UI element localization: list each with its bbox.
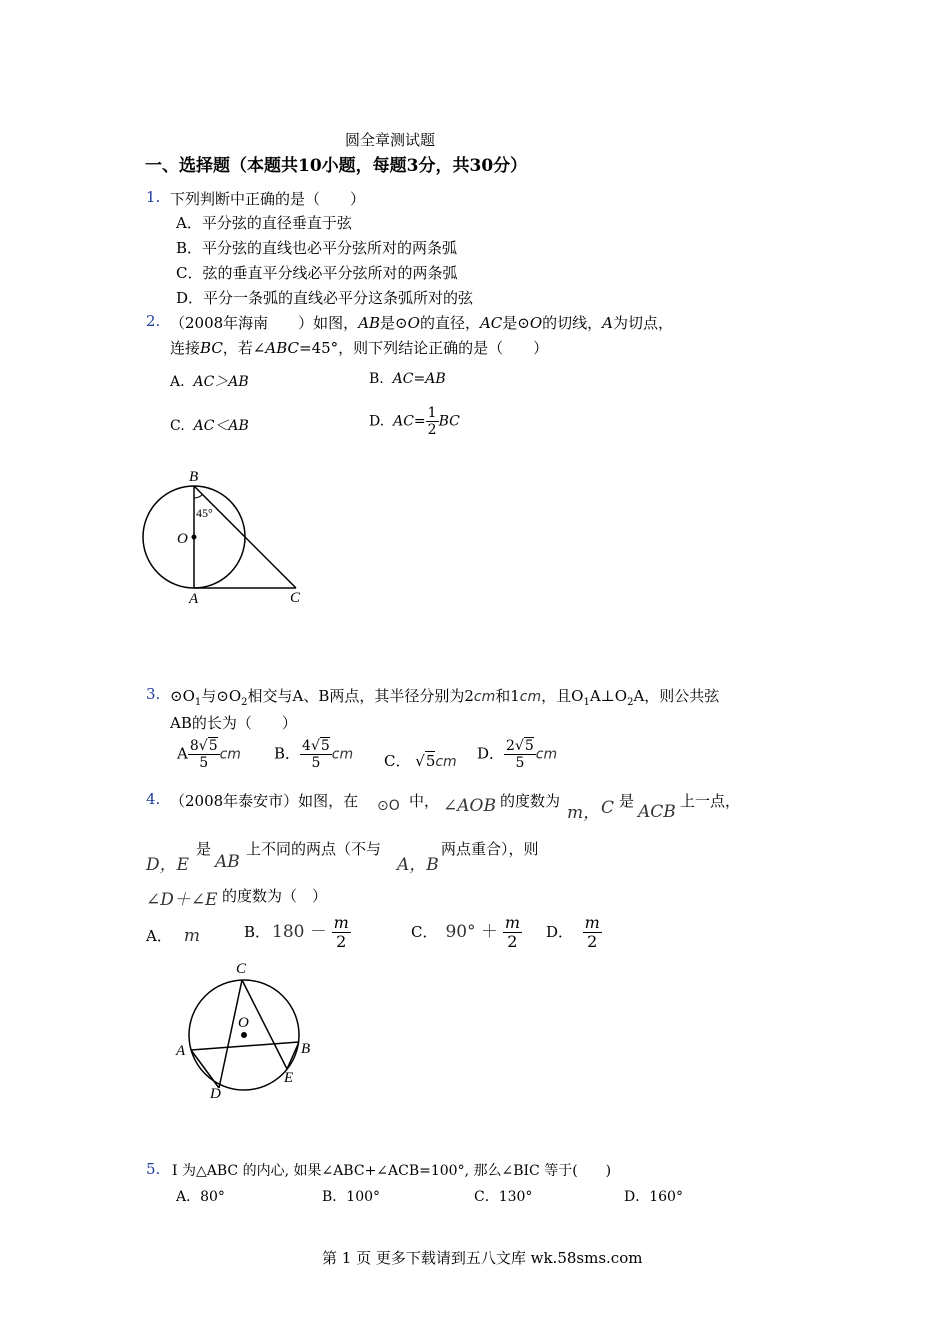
center-point — [192, 535, 197, 540]
label-a: A — [189, 591, 199, 607]
option-a: A．平分弦的直径垂直于弦 — [176, 214, 352, 232]
option-c: C． √5cm — [384, 752, 457, 770]
text-segment: 的度数为（ ） — [222, 887, 328, 905]
question-stem-line-1: $⊙O_1$与$⊙O_2$相交与A、B两点，其半径分别为2cm和1cm，且$O_1A\perp O_2A$，则公共弦 — [170, 687, 720, 708]
question-stem: I 为△ABC 的内心, 如果∠ABC+∠ACB=100°, 那么∠BIC 等于( ) — [172, 1163, 612, 1179]
option-a: A $\frac{8√5}{5}$ cm — [177, 738, 241, 772]
label-e: E — [284, 1070, 294, 1086]
segment-bc — [194, 486, 296, 588]
circle-o-symbol: ⊙O — [377, 798, 400, 814]
text-segment: 中， — [409, 792, 440, 810]
option-c: C. AC＜AB — [170, 418, 249, 434]
option-a: A. AC＞AB — [170, 374, 249, 390]
figure-circle-tangent — [135, 465, 315, 610]
option-d: D． $\frac{m}{2}$ — [546, 913, 600, 952]
option-d: D．160° — [624, 1189, 683, 1205]
label-angle: 45° — [196, 506, 213, 520]
option-b: B．平分弦的直线也必平分弦所对的两条弧 — [176, 239, 458, 257]
question-number: 4. — [146, 790, 161, 808]
page-footer: 第 1 页 更多下载请到五八文库 wk.58sms.com — [322, 1249, 643, 1267]
label-c: C — [290, 590, 301, 606]
arc-ab: AB — [215, 852, 240, 872]
variable-c: C — [601, 798, 615, 818]
page-title: 圆全章测试题 — [345, 131, 436, 149]
option-b: B. AC=AB — [369, 371, 446, 387]
option-c: C．130° — [474, 1189, 533, 1205]
label-o: O — [238, 1015, 249, 1031]
option-b: B． $\frac{4√5}{5}$ cm — [274, 738, 354, 772]
text-segment: 是 — [196, 840, 212, 858]
variables-d-e: D，E — [146, 855, 190, 875]
option-b: B． 180 － $\frac{m}{2}$ — [244, 913, 349, 952]
question-number: 3. — [146, 685, 161, 703]
question-number: 1. — [146, 188, 161, 206]
question-stem-line-1-a: （2008年泰安市）如图，在 — [170, 792, 359, 810]
question-stem-line-2: 连接BC，若∠ABC=45°，则下列结论正确的是（ ） — [170, 339, 549, 357]
text-segment: 上一点， — [680, 792, 741, 810]
text-segment: 的度数为 — [500, 792, 561, 810]
option-b: B．100° — [322, 1189, 381, 1205]
center-point — [241, 1032, 247, 1038]
chord-cd — [219, 980, 242, 1088]
chord-ad — [191, 1050, 219, 1088]
label-b: B — [189, 469, 199, 485]
chord-be — [287, 1042, 299, 1069]
chord-ab — [191, 1042, 299, 1050]
option-a: A． m — [146, 926, 200, 946]
label-a: A — [176, 1043, 186, 1059]
text-segment: 是 — [619, 792, 635, 810]
arc-acb: ACB — [638, 802, 676, 822]
text-segment: 两点重合），则 — [441, 840, 539, 858]
question-number: 5. — [146, 1160, 161, 1178]
label-b: B — [301, 1041, 311, 1057]
label-c: C — [236, 961, 247, 977]
angle-sum-expression: ∠D＋∠E — [146, 890, 218, 910]
option-c: C．弦的垂直平分线必平分弦所对的两条弧 — [176, 264, 458, 282]
angle-arc — [194, 495, 203, 499]
option-c: C． 90° ＋ $\frac{m}{2}$ — [411, 913, 520, 952]
text-segment: 上不同的两点（不与 — [246, 840, 382, 858]
label-d: D — [210, 1086, 221, 1102]
option-d: D． $\frac{2√5}{5}$ cm — [477, 738, 558, 772]
question-stem: 下列判断中正确的是（ ） — [170, 190, 366, 208]
option-a: A．80° — [176, 1189, 225, 1205]
figure-inscribed-angles — [170, 955, 330, 1105]
question-stem-line-1: （2008年海南 ）如图，AB是⊙O的直径，AC是⊙O的切线，A为切点， — [170, 314, 674, 332]
option-d: D．平分一条弧的直线必平分这条弧所对的弦 — [176, 289, 474, 307]
question-stem-line-2: AB的长为（ ） — [170, 714, 297, 732]
variable-m: m， — [567, 803, 601, 823]
variables-a-b: A，B — [397, 855, 439, 875]
angle-aob: ∠AOB — [443, 796, 496, 816]
question-number: 2. — [146, 312, 161, 330]
section-heading: 一、选择题（本题共10小题，每题3分，共30分） — [145, 156, 528, 176]
option-d: D. AC= $\frac{1}{2}$ BC — [369, 405, 460, 439]
label-o: O — [177, 531, 188, 547]
